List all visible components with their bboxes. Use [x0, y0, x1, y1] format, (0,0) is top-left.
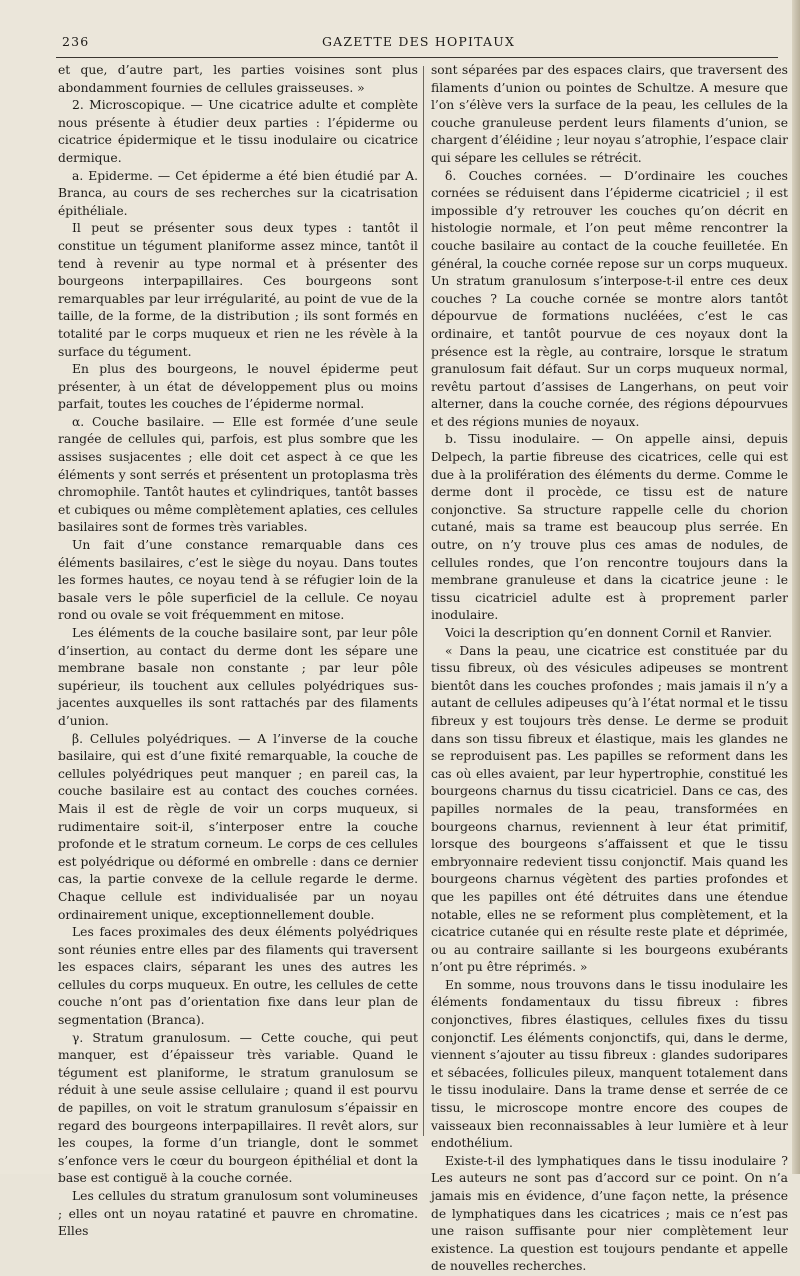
page-edge	[792, 0, 800, 1174]
paragraph: Il peut se présenter sous deux types : tantôt il constitue un tégument planiforme assez mince, tantôt il tend à revenir au type normal et à présenter des bourgeons interpapillaires. Ces bourgeons sont remarquables par leur irrégularité, au point de vue de la taille, de la forme, de la distribution ; ils sont formés en totalité par le corps muqueux et rien ne les révèle à la surface du tégument.	[58, 221, 418, 359]
paragraph: Les éléments de la couche basilaire sont, par leur pôle d’insertion, au contact du derme dont les sépare une membrane basale non constante ; par leur pôle supérieur, ils touchent aux cellules polyédriques sus-jacentes auxquelles ils sont rattachés par des filaments d’union.	[58, 626, 418, 728]
left-column	[58, 62, 418, 1239]
paragraph: et que, d’autre part, les parties voisines sont plus abondamment fournies de cellules graisseuses. »	[58, 63, 418, 95]
right-column	[431, 62, 788, 1274]
header-rule	[56, 57, 778, 58]
page-number: 236	[62, 34, 90, 49]
paragraph: Les faces proximales des deux éléments polyédriques sont réunies entre elles par des filaments qui traversent les espaces clairs, séparant les unes des autres les cellules du corps muqueux. En outre, les cellules de cette couche n’ont pas d’orientation fixe dans leur plan de segmentation (Branca).	[58, 925, 418, 1028]
paragraph: « Dans la peau, une cicatrice est constituée par du tissu fibreux, où des vésicules adipeuses se montrent bientôt dans les couches profondes ; mais jamais il n’y a autant de cellules adipeuses qu’à l’état normal et le tissu fibreux y est toujours très dense. Le derme se produit dans son tissu fibreux et élastique, mais les glandes ne se reproduisent pas. Les papilles se reforment dans les cas où elles avaient, par leur hypertrophie, constitué les bourgeons charnus du tissu cicatriciel. Dans ce cas, des papilles normales de la peau, transformées en bourgeons charnus, reviennent à leur état primitif, lorsque des bourgeons s’affaissent et que le tissu embryonnaire redevient tissu conjonctif. Mais quand les bourgeons charnus végètent des parties profondes et que les papilles ont été détruites dans une étendue notable, elles ne se reforment plus complètement, et la cicatrice cutanée qui en résulte reste plate et déprimée, ou au contraire saillante si les bourgeons exubérants n’ont pu être réprimés. »	[431, 643, 788, 975]
paragraph: 2. Microscopique. — Une cicatrice adulte et complète nous présente à étudier deux parties : l’épiderme ou cicatrice épidermique et le tissu inodulaire ou cicatrice dermique.	[58, 98, 418, 165]
paragraph: En plus des bourgeons, le nouvel épiderme peut présenter, à un état de développement plus ou moins parfait, toutes les couches de l’épiderme normal.	[58, 362, 418, 412]
paragraph: Les cellules du stratum granulosum sont volumineuses ; elles ont un noyau ratatiné et pauvre en chromatine. Elles	[58, 1189, 418, 1239]
paragraph: Un fait d’une constance remarquable dans ces éléments basilaires, c’est le siège du noyau. Dans toutes les formes hautes, ce noyau tend à se réfugier loin de la basale vers le pôle superficiel de la cellule. Ce noyau rond ou ovale se voit fréquemment en mitose.	[58, 538, 418, 623]
paragraph: α. Couche basilaire. — Elle est formée d’une seule rangée de cellules qui, parfois, est plus sombre que les assises susjacentes ; elle doit cet aspect à ce que les éléments y sont serrés et présentent un protoplasma très chromophile. Tantôt hautes et cylindriques, tantôt basses et cubiques ou même complètement aplaties, ces cellules basilaires sont de formes très variables.	[58, 414, 418, 535]
column-divider	[423, 66, 424, 1136]
running-title: GAZETTE DES HOPITAUX	[321, 34, 516, 49]
paragraph: Existe-t-il des lymphatiques dans le tissu inodulaire ? Les auteurs ne sont pas d’accord sur ce point. On n’a jamais mis en évidence, d’une façon nette, la présence de lymphatiques dans les cicatrices ; mais ce n’est pas une raison suffisante pour nier complètement leur existence. La question est toujours pendante et appelle de nouvelles recherches.	[431, 1153, 788, 1274]
paragraph: β. Cellules polyédriques. — A l’inverse de la couche basilaire, qui est d’une fixité remarquable, la couche de cellules polyédriques peut manquer ; en pareil cas, la couche basilaire est au contact des couches cornées. Mais il est de règle de voir un corps muqueux, si rudimentaire soit-il, s’interposer entre la couche profonde et le stratum corneum. Le corps de ces cellules est polyédrique ou déformé en ombrelle : dans ce dernier cas, la partie convexe de la cellule regarde le derme. Chaque cellule est individualisée par un noyau ordinairement unique, exceptionnellement double.	[58, 731, 418, 922]
paragraph: δ. Couches cornées. — D’ordinaire les couches cornées se réduisent dans l’épiderme cicatriciel ; il est impossible d’y retrouver les couches qu’on décrit en histologie normale, et l’on peut même rencontrer la couche basilaire au contact de la couche feuilletée. En général, la couche cornée repose sur un corps muqueux. Un stratum granulosum s’interpose-t-il entre ces deux couches ? La couche cornée se montre alors tantôt dépourvue de formations nucléées, c’est le cas ordinaire, et tantôt pourvue de ces noyaux dont la présence est la règle, au contraire, lorsque le stratum granulosum fait défaut. Sur un corps muqueux normal, revêtu partout d’assises de Langerhans, on peut voir alterner, dans la couche cornée, des régions dépourvues et des régions munies de noyaux.	[431, 168, 788, 429]
page-header	[55, 30, 782, 52]
paragraph: sont séparées par des espaces clairs, que traversent des filaments d’union ou pointes de Schultze. A mesure que l’on s’élève vers la surface de la peau, les cellules de la couche granuleuse perdent leurs filaments d’union, se chargent d’éléidine ; leur noyau s’atrophie, l’espace clair qui sépare les cellules se rétrécit.	[431, 63, 788, 165]
paragraph: γ. Stratum granulosum. — Cette couche, qui peut manquer, est d’épaisseur très variable. Quand le tégument est planiforme, le stratum granulosum se réduit à une seule assise cellulaire ; quand il est pourvu de papilles, on voit le stratum granulosum s’épaissir en regard des bourgeons interpapillaires. Il revêt alors, sur les coupes, la forme d’un triangle, dont le sommet s’enfonce vers le cœur du bourgeon épithélial et dont la base est contiguë à la couche cornée.	[58, 1030, 418, 1186]
paragraph: a. Epiderme. — Cet épiderme a été bien étudié par A. Branca, au cours de ses recherches sur la cicatrisation épithéliale.	[58, 168, 418, 218]
paragraph: En somme, nous trouvons dans le tissu inodulaire les éléments fondamentaux du tissu fibreux : fibres conjonctives, fibres élastiques, cellules fixes du tissu conjonctif. Les éléments conjonctifs, qui, dans le derme, viennent s’ajouter au tissu fibreux : glandes sudoripares et sébacées, follicules pileux, manquent totalement dans le tissu inodulaire. Dans la trame dense et serrée de ce tissu, le microscope montre encore des coupes de vaisseaux bien reconnaissables à leur lumière et à leur endothélium.	[431, 977, 788, 1151]
paragraph: b. Tissu inodulaire. — On appelle ainsi, depuis Delpech, la partie fibreuse des cicatrices, celle qui est due à la prolifération des éléments du derme. Comme le derme dont il procède, ce tissu est de nature conjonctive. Sa structure rappelle celle du chorion cutané, mais sa trame est beaucoup plus serrée. En outre, on n’y trouve plus ces amas de nodules, de cellules rondes, que l’on rencontre toujours dans la membrane granuleuse et dans la cicatrice jeune : le tissu cicatriciel adulte est à proprement parler inodulaire.	[431, 432, 788, 623]
paragraph: Voici la description qu’en donnent Cornil et Ranvier.	[445, 626, 772, 640]
